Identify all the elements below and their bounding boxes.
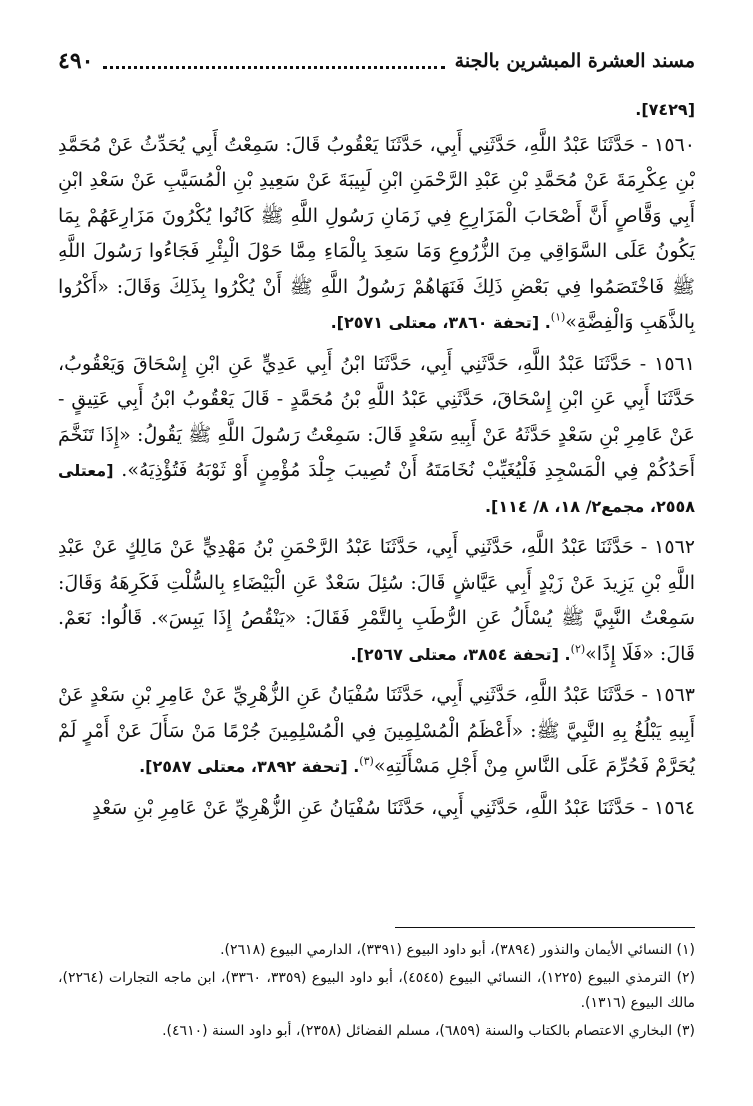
- footnote-marker-3[interactable]: (٣): [359, 754, 374, 768]
- footnotes: [58, 938, 695, 1047]
- reference-1561: [معتلى ٢٥٥٨، مجمع٢/ ١٨، ٨/ ١١٤].: [58, 461, 695, 516]
- footnote-marker-1[interactable]: (١): [550, 310, 566, 324]
- reference-1562: . [تحفة ٣٨٥٤، معتلى ٢٥٦٧].: [350, 644, 571, 664]
- hadith-text: [58, 92, 695, 826]
- hadith-1563: [58, 678, 695, 785]
- footnote-1: (١) النسائي الأيمان والنذور (٣٨٩٤)، أبو داود البيوع (٣٣٩١)، الدارمي البيوع (٢٦١٨).: [220, 942, 695, 958]
- hadith-1561: [58, 347, 695, 525]
- footnote-separator: [395, 927, 695, 928]
- hadith-1562: [58, 530, 695, 672]
- hadith-text-1560: ١٥٦٠ - حَدَّثَنَا عَبْدُ اللَّهِ، حَدَّثَنِي أَبِي، حَدَّثَنَا يَعْقُوبُ قَالَ: سَمِعْتُ أَبِي يُحَدِّثُ عَنْ مُحَمَّدِ بْنِ عِكْرِمَةَ عَنْ مُحَمَّدِ بْنِ عَبْدِ الرَّحْمَنِ ابْنِ لَبِيبَةَ عَنْ سَعِيدِ بْنِ الْمُسَيَّبِ عَنْ سَعْدِ ابْنِ أَبِي وَقَّاصٍ أَنَّ أَصْحَابَ الْمَزَارِعِ فِي زَمَانِ رَسُولِ اللَّهِ ﷺ كَانُوا يُكْرُونَ مَزَارِعَهُمْ بِمَا يَكُونُ عَلَى السَّوَاقِي مِنَ الزُّرُوعِ وَمَا سَعِدَ بِالْمَاءِ مِمَّا حَوْلَ الْبِئْرِ فَجَاءُوا رَسُولَ اللَّهِ ﷺ فَاخْتَصَمُوا فِي بَعْضِ ذَلِكَ فَنَهَاهُمْ رَسُولُ اللَّهِ ﷺ أَنْ يُكْرُوا بِذَلِكَ وَقَالَ: «أَكْرُوا بِالذَّهَبِ وَالْفِضَّةِ»: [58, 133, 695, 333]
- continued-reference: [58, 92, 695, 128]
- hadith-text-1564: ١٥٦٤ - حَدَّثَنَا عَبْدُ اللَّهِ، حَدَّثَنِي أَبِي، حَدَّثَنَا سُفْيَانُ عَنِ الزُّهْرِيِّ عَنْ عَامِرِ بْنِ سَعْدٍ: [92, 796, 695, 819]
- reference-1560: . [تحفة ٣٨٦٠، معتلى ٢٥٧١].: [330, 313, 551, 332]
- hadith-text-1563: ١٥٦٣ - حَدَّثَنَا عَبْدُ اللَّهِ، حَدَّثَنِي أَبِي، حَدَّثَنَا سُفْيَانُ عَنِ الزُّهْرِيِّ عَنْ عَامِرِ بْنِ سَعْدٍ عَنْ أَبِيهِ يَبْلُغُ بِهِ النَّبِيَّ ﷺ: «أَعْظَمُ الْمُسْلِمِينَ فِي الْمُسْلِمِينَ جُرْمًا مَنْ سَأَلَ عَنْ أَمْرٍ لَمْ يُحَرَّمْ فَحُرِّمَ عَلَى النَّاسِ مِنْ أَجْلِ مَسْأَلَتِهِ»: [58, 684, 695, 777]
- reference-1563: . [تحفة ٣٨٩٢، معتلى ٢٥٨٧].: [139, 757, 360, 776]
- hadith-1564: [58, 791, 695, 827]
- footnote-marker-2[interactable]: (٢): [570, 642, 586, 656]
- hadith-text-1561: ١٥٦١ - حَدَّثَنَا عَبْدُ اللَّهِ، حَدَّثَنِي أَبِي، حَدَّثَنَا ابْنُ أَبِي عَدِيٍّ عَنِ ابْنِ إِسْحَاقَ وَيَعْقُوبُ، حَدَّثَنَا أَبِي عَنِ ابْنِ إِسْحَاقَ، حَدَّثَنِي عَبْدُ اللَّهِ بْنُ مُحَمَّدٍ - قَالَ يَعْقُوبُ ابْنُ أَبِي عَتِيقٍ - عَنْ عَامِرِ بْنِ سَعْدٍ حَدَّثَهُ عَنْ أَبِيهِ سَعْدٍ قَالَ: سَمِعْتُ رَسُولَ اللَّهِ ﷺ يَقُولُ: «إِذَا تَنَخَّمَ أَحَدُكُمْ فِي الْمَسْجِدِ فَلْيُغَيِّبْ نُخَامَتَهُ أَنْ تُصِيبَ جِلْدَ مُؤْمِنٍ أَوْ ثَوْبَهُ فَتُؤْذِيَهُ».: [58, 352, 695, 481]
- page-number: ٤٩٠: [58, 48, 94, 74]
- footnote-2: (٢) الترمذي البيوع (١٢٢٥)، النسائي البيوع (٤٥٤٥)، أبو داود البيوع (٣٣٥٩، ٣٣٦٠)، ابن ماجه التجارات (٢٢٦٤)، مالك البيوع (١٣١٦).: [58, 970, 696, 1011]
- reference: [٧٤٢٩].: [635, 100, 695, 119]
- hadith-text-1562: ١٥٦٢ - حَدَّثَنَا عَبْدُ اللَّهِ، حَدَّثَنِي أَبِي، حَدَّثَنَا عَبْدُ الرَّحْمَنِ بْنُ مَهْدِيٍّ عَنْ مَالِكٍ عَنْ عَبْدِ اللَّهِ بْنِ يَزِيدَ عَنْ زَيْدٍ أَبِي عَيَّاشٍ قَالَ: سُئِلَ سَعْدٌ عَنِ الْبَيْضَاءِ بِالسُّلْتِ فَكَرِهَهُ وَقَالَ: سَمِعْتُ النَّبِيَّ ﷺ يُسْأَلُ عَنِ الرُّطَبِ بِالتَّمْرِ فَقَالَ: «يَنْقُصُ إِذَا يَبِسَ». قَالُوا: نَعَمْ. قَالَ: «فَلَا إِذًا»: [58, 536, 695, 665]
- book-title: مسند العشرة المبشرين بالجنة: [454, 50, 695, 72]
- footnote-3: (٣) البخاري الاعتصام بالكتاب والسنة (٦٨٥٩)، مسلم الفضائل (٢٣٥٨)، أبو داود السنة (٤٦١٠).: [162, 1023, 695, 1039]
- header-dotted-leader: [103, 66, 444, 69]
- hadith-1560: [58, 128, 695, 341]
- page-header: [58, 44, 695, 78]
